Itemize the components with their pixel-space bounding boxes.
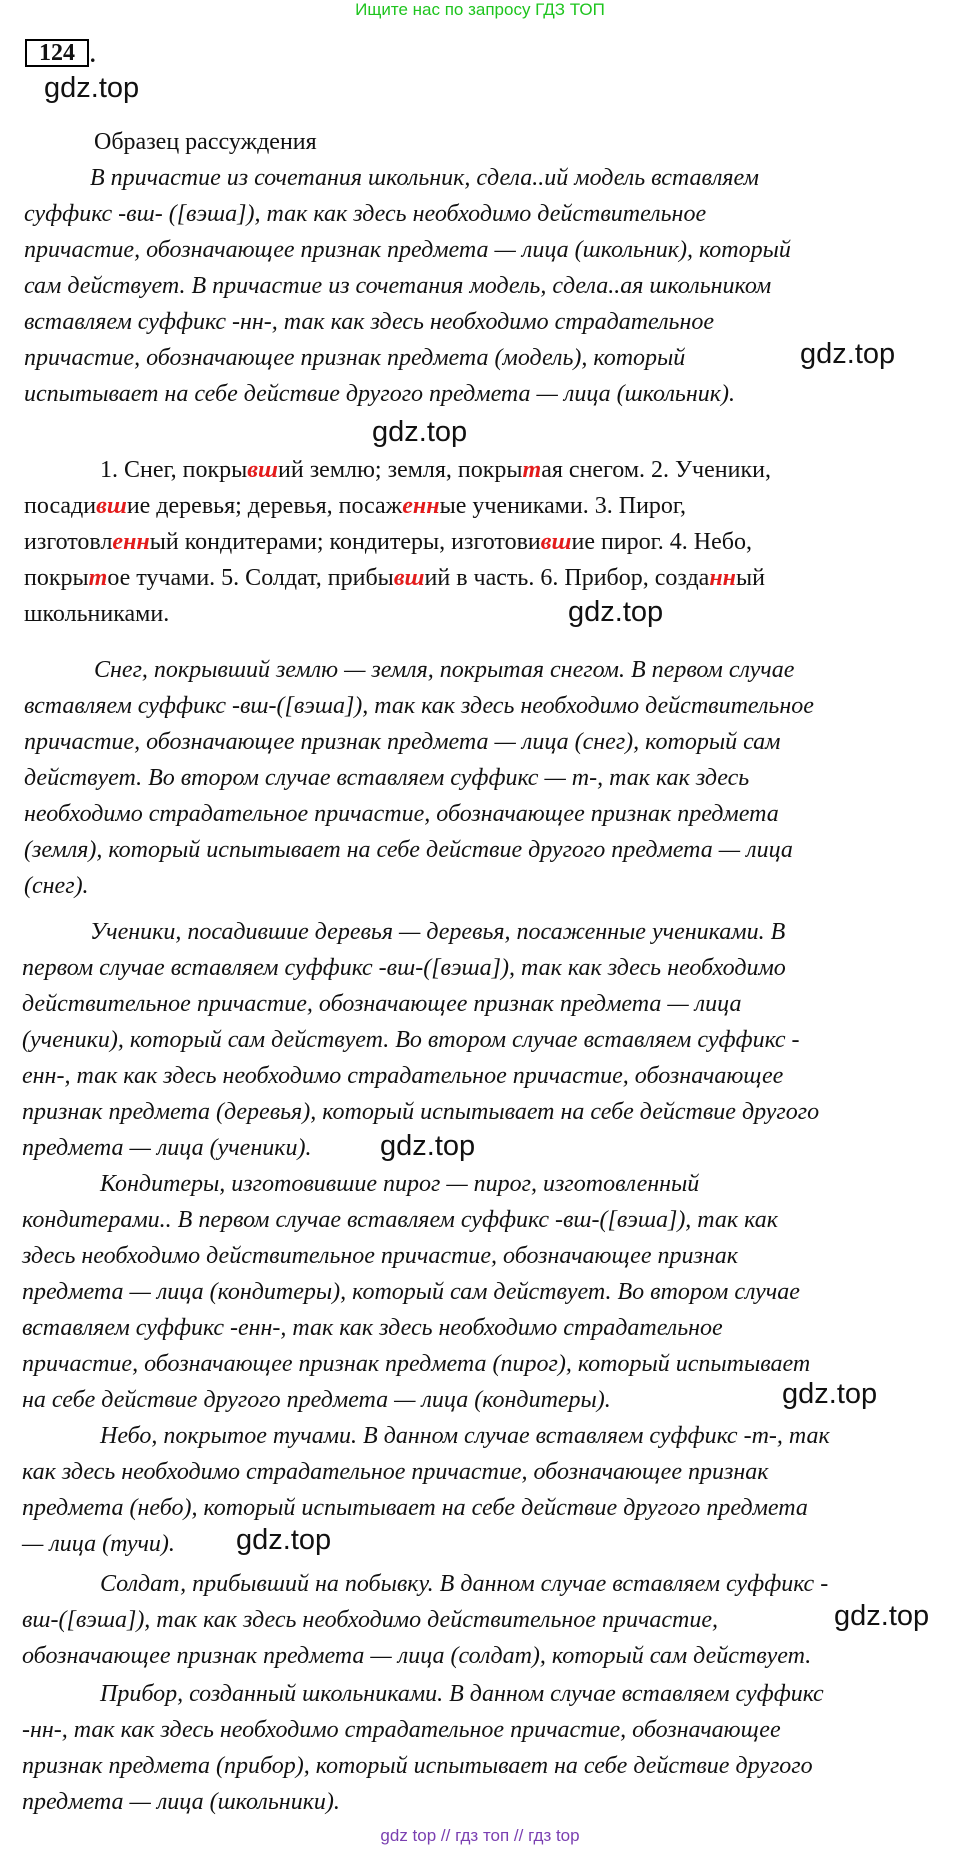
watermark: gdz.top <box>800 338 896 370</box>
explanation-line: обозначающее признак предмета — лица (солдат), который сам действует. <box>22 1643 812 1669</box>
sample-line: причастие, обозначающее признак предмета (модель), который <box>24 345 686 371</box>
explanation-line: Солдат, прибывший на побывку. В данном случае вставляем суффикс - <box>100 1571 829 1597</box>
highlighted-suffix: вш <box>96 493 127 519</box>
explanation-line: действительное причастие, обозначающее признак предмета — лица <box>22 991 742 1017</box>
sample-line: вставляем суффикс -нн-, так как здесь необходимо страдательное <box>24 309 715 335</box>
highlighted-suffix: вш <box>247 457 278 483</box>
highlighted-suffix: енн <box>402 493 440 519</box>
sample-line: суффикс -вш- ([вэша]), так как здесь необходимо действительное <box>24 201 707 227</box>
explanation-line: (снег). <box>24 873 89 899</box>
explanation-line: (земля), который испытывает на себе действие другого предмета — лица <box>24 837 793 863</box>
explanation-line: признак предмета (прибор), который испытывает на себе действие другого <box>22 1753 813 1779</box>
highlighted-suffix: вш <box>393 565 425 591</box>
explanation-line: Прибор, созданный школьниками. В данном случае вставляем суффикс <box>100 1681 824 1707</box>
explanation-line: здесь необходимо действительное причастие, обозначающее признак <box>22 1243 738 1269</box>
exercise-line <box>24 524 752 560</box>
explanation-line: — лица (тучи). <box>22 1531 175 1557</box>
explanation-line: енн-, так как здесь необходимо страдательное причастие, обозначающее <box>22 1063 784 1089</box>
highlighted-suffix: енн <box>112 529 150 555</box>
exercise-number: 124 <box>25 39 89 67</box>
exercise-text-segment: ие деревья; деревья, посаж <box>126 493 403 519</box>
exercise-text-segment: покры <box>24 565 89 591</box>
explanation-line: на себе действие другого предмета — лица (кондитеры). <box>22 1387 611 1413</box>
exercise-text-segment: посади <box>24 493 97 519</box>
exercise-text-segment: ий землю; земля, покры <box>278 457 523 483</box>
exercise-line <box>24 488 686 524</box>
exercise-text-segment: ие пирог. 4. Небо, <box>571 529 752 555</box>
exercise-text-segment: ое тучами. 5. Солдат, прибы <box>107 565 394 591</box>
explanation-line: Ученики, посадившие деревья — деревья, посаженные учениками. В <box>90 919 786 945</box>
explanation-line: как здесь необходимо страдательное причастие, обозначающее признак <box>22 1459 769 1485</box>
exercise-text-segment: ые учениками. 3. Пирог, <box>439 493 687 519</box>
explanation-line: вш-([вэша]), так как здесь необходимо действительное причастие, <box>22 1607 719 1633</box>
exercise-text-segment: ый <box>735 565 765 591</box>
sample-line: причастие, обозначающее признак предмета — лица (школьник), который <box>24 237 791 263</box>
highlighted-suffix: нн <box>709 565 736 591</box>
exercise-number-dot: . <box>90 42 96 67</box>
highlighted-suffix: т <box>522 457 542 483</box>
explanation-line: признак предмета (деревья), который испытывает на себе действие другого <box>22 1099 820 1125</box>
site-footer[interactable]: gdz top // гдз топ // гдз top <box>380 1826 580 1845</box>
explanation-line: действует. Во втором случае вставляем суффикс — т-, так как здесь <box>24 765 750 791</box>
watermark: gdz.top <box>44 72 140 104</box>
sample-line: В причастие из сочетания школьник, сдела..ий модель вставляем <box>90 165 759 191</box>
explanation-line: причастие, обозначающее признак предмета (пирог), который испытывает <box>22 1351 811 1377</box>
exercise-text-segment: ый кондитерами; кондитеры, изготови <box>149 529 541 555</box>
exercise-text-segment: 1. Снег, покры <box>100 457 248 483</box>
explanation-line: -нн-, так как здесь необходимо страдательное причастие, обозначающее <box>22 1717 781 1743</box>
site-header[interactable]: Ищите нас по запросу ГДЗ ТОП <box>355 0 605 19</box>
explanation-line: вставляем суффикс -вш-([вэша]), так как здесь необходимо действительное <box>24 693 814 719</box>
explanation-line: предмета — лица (ученики). <box>22 1135 312 1161</box>
watermark: gdz.top <box>380 1130 476 1162</box>
explanation-line: Снег, покрывший землю — земля, покрытая снегом. В первом случае <box>94 657 795 683</box>
explanation-line: Небо, покрытое тучами. В данном случае вставляем суффикс -т-, так <box>100 1423 830 1449</box>
explanation-line: вставляем суффикс -енн-, так как здесь необходимо страдательное <box>22 1315 723 1341</box>
explanation-line: первом случае вставляем суффикс -вш-([вэша]), так как здесь необходимо <box>22 955 786 981</box>
watermark: gdz.top <box>782 1378 878 1410</box>
explanation-line: необходимо страдательное причастие, обозначающее признак предмета <box>24 801 779 827</box>
explanation-line: предмета — лица (кондитеры), который сам действует. Во втором случае <box>22 1279 800 1305</box>
exercise-text-segment: школьниками. <box>24 601 170 627</box>
exercise-line <box>100 452 771 488</box>
explanation-line: причастие, обозначающее признак предмета — лица (снег), который сам <box>24 729 781 755</box>
explanation-line: Кондитеры, изготовившие пирог — пирог, изготовленный <box>100 1171 700 1197</box>
exercise-text-segment: ая снегом. 2. Ученики, <box>541 457 771 483</box>
watermark: gdz.top <box>372 416 468 448</box>
watermark: gdz.top <box>834 1600 930 1632</box>
highlighted-suffix: вш <box>540 529 572 555</box>
explanation-line: (ученики), который сам действует. Во втором случае вставляем суффикс - <box>22 1027 800 1053</box>
highlighted-suffix: т <box>88 565 108 591</box>
sample-line: сам действует. В причастие из сочетания модель, сдела..ая школьником <box>24 273 772 299</box>
explanation-line: предмета (небо), который испытывает на себе действие другого предмета <box>22 1495 808 1521</box>
explanation-line: кондитерами.. В первом случае вставляем суффикс -вш-([вэша]), так как <box>22 1207 779 1233</box>
exercise-line <box>24 596 169 632</box>
exercise-line <box>24 560 765 596</box>
explanation-line: предмета — лица (школьники). <box>22 1789 340 1815</box>
exercise-text-segment: изготовл <box>24 529 113 555</box>
watermark: gdz.top <box>568 596 664 628</box>
sample-line: испытывает на себе действие другого предмета — лица (школьник). <box>24 381 735 407</box>
watermark: gdz.top <box>236 1524 332 1556</box>
sample-title: Образец рассуждения <box>94 129 317 155</box>
exercise-text-segment: ий в часть. 6. Прибор, созда <box>424 565 710 591</box>
